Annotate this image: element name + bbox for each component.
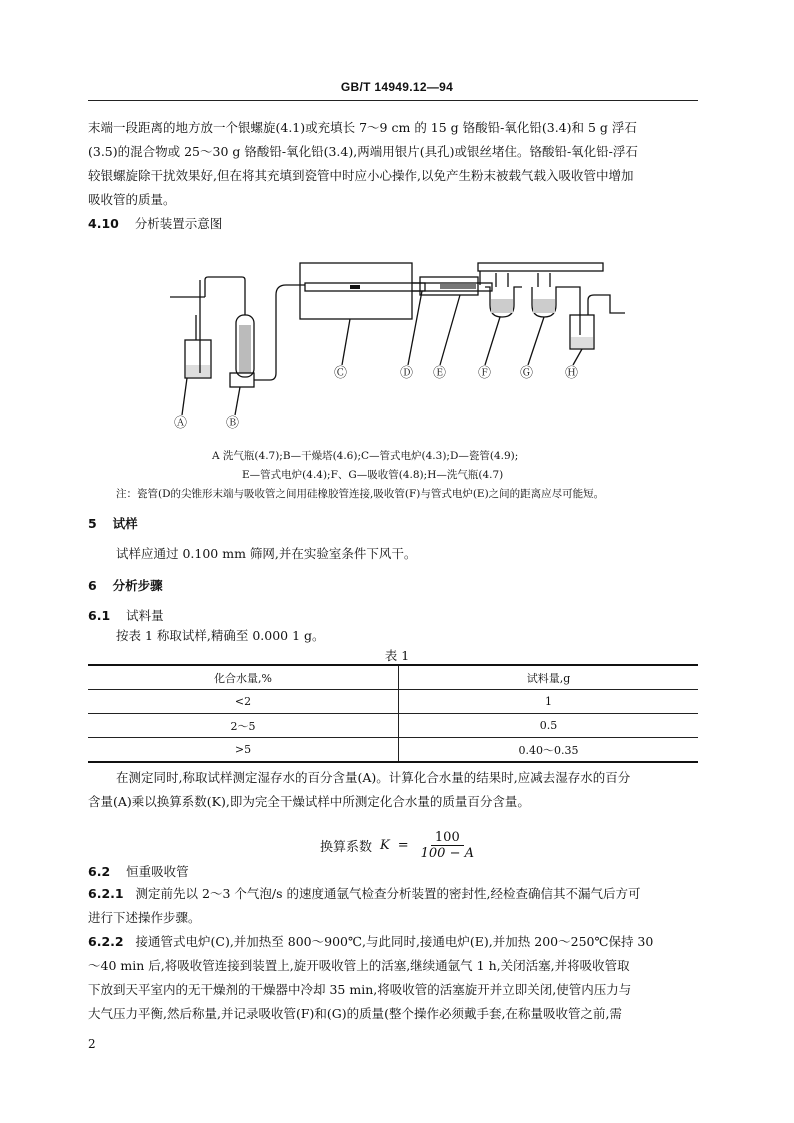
section-number: 6.1 — [88, 608, 111, 623]
section-title: 试样 — [112, 516, 138, 531]
section-6-heading — [88, 576, 163, 594]
label-g: Ⓖ — [520, 366, 534, 381]
section-6-1-body: 按表 1 称取试样,精确至 0.000 1 g。 — [116, 628, 325, 643]
figure-note: 注：瓷管(D的尖锥形末端与吸收管之间用硅橡胶管连接,吸收管(F)与管式电炉(E)之间的距离应尽可能短。 — [116, 488, 605, 500]
intro-line-2: (3.5)的混合物或 25～30 g 铬酸铅-氧化铅(3.4),两端用银片(具孔)或银丝堵住。铬酸铅-氧化铅-浮石 — [88, 144, 638, 159]
section-text: 接通管式电炉(C),并加热至 800～900℃,与此同时,接通电炉(E),并加热 200～250℃保持 30 — [135, 934, 654, 949]
section-5-body: 试样应通过 0.100 mm 筛网,并在实验室条件下风干。 — [116, 546, 417, 561]
table-row — [88, 690, 698, 714]
label-f: Ⓕ — [478, 366, 492, 381]
section-number: 6.2.1 — [88, 886, 124, 901]
label-h: Ⓗ — [565, 366, 579, 381]
conversion-formula — [320, 830, 478, 861]
formula-fraction — [417, 830, 478, 861]
section-6-1-heading — [88, 606, 164, 624]
header-rule — [88, 100, 698, 101]
formula-numerator: 100 — [431, 830, 464, 846]
table-header-mass: 试料量,g — [399, 665, 699, 690]
label-e: Ⓔ — [433, 366, 447, 381]
section-number: 6.2.2 — [88, 934, 124, 949]
section-number: 6 — [88, 578, 97, 593]
section-6-2-1-line-1 — [88, 884, 640, 902]
section-6-2-1-line-2: 进行下述操作步骤。 — [88, 910, 201, 925]
table-row — [88, 738, 698, 763]
table-cell: 2～5 — [88, 714, 399, 738]
label-b: Ⓑ — [226, 416, 240, 431]
section-6-2-2-line-2: ～40 min 后,将吸收管连接到装置上,旋开吸收管上的活塞,继续通氩气 1 h,关闭活塞,并将吸收管取 — [88, 958, 630, 973]
formula-denominator: 100 − A — [420, 846, 474, 861]
after-table-line-2: 含量(A)乘以换算系数(K),即为完全干燥试样中所测定化合水量的质量百分含量。 — [88, 794, 530, 809]
table-header-water: 化合水量,% — [88, 665, 399, 690]
table-cell: 0.5 — [399, 714, 699, 738]
label-d: Ⓓ — [400, 366, 414, 381]
section-text: 测定前先以 2～3 个气泡/s 的速度通氩气检查分析装置的密封性,经检查确信其不漏气后方可 — [135, 886, 641, 901]
formula-lhs: 换算系数 — [320, 840, 373, 855]
intro-line-4: 吸收管的质量。 — [88, 192, 176, 207]
section-number: 4.10 — [88, 216, 119, 231]
label-c: Ⓒ — [334, 366, 348, 381]
figure-legend-1: A 洗气瓶(4.7);B—干燥塔(4.6);C—管式电炉(4.3);D—瓷管(4.9); — [212, 450, 519, 462]
after-table-line-1: 在测定同时,称取试样测定湿存水的百分含量(A)。计算化合水量的结果时,应减去湿存水的百分 — [116, 770, 631, 785]
intro-line-1: 末端一段距离的地方放一个银螺旋(4.1)或充填长 7～9 cm 的 15 g 铬酸铅-氧化铅(3.4)和 5 g 浮石 — [88, 120, 637, 135]
page-number: 2 — [88, 1037, 96, 1051]
table-1 — [88, 664, 698, 763]
section-title: 试料量 — [126, 608, 164, 623]
formula-eq: = — [397, 838, 409, 853]
table-cell: 1 — [399, 690, 699, 714]
table-cell: 0.40～0.35 — [399, 738, 699, 763]
section-6-2-heading — [88, 862, 189, 880]
label-a: Ⓐ — [174, 416, 188, 431]
section-number: 5 — [88, 516, 97, 531]
section-number: 6.2 — [88, 864, 111, 879]
section-title: 分析装置示意图 — [134, 216, 223, 231]
section-5-heading — [88, 514, 138, 532]
formula-var: K — [380, 838, 390, 853]
section-title: 分析步骤 — [112, 578, 163, 593]
figure-legend-2: E—管式电炉(4.4);F、G—吸收管(4.8);H—洗气瓶(4.7) — [242, 469, 504, 481]
section-6-2-2-line-4: 大气压力平衡,然后称量,并记录吸收管(F)和(G)的质量(整个操作必须戴手套,在称量吸收管之前,需 — [88, 1006, 622, 1021]
page-header: GB/T 14949.12—94 — [340, 80, 454, 94]
table-row — [88, 714, 698, 738]
support-rack — [478, 263, 603, 271]
table-caption: 表 1 — [384, 648, 410, 663]
table-cell: <2 — [88, 690, 399, 714]
section-6-2-2-line-3: 下放到天平室内的无干燥剂的干燥器中冷却 35 min,将吸收管的活塞旋开并立即关闭,使管内压力与 — [88, 982, 632, 997]
section-6-2-2-line-1 — [88, 932, 653, 950]
section-4-10-heading — [88, 214, 222, 232]
section-title: 恒重吸收管 — [126, 864, 189, 879]
table-cell: >5 — [88, 738, 399, 763]
apparatus-diagram — [160, 255, 630, 435]
intro-line-3: 较银螺旋除干扰效果好,但在将其充填到瓷管中时应小心操作,以免产生粉末被载气载入吸收管中增加 — [88, 168, 634, 183]
